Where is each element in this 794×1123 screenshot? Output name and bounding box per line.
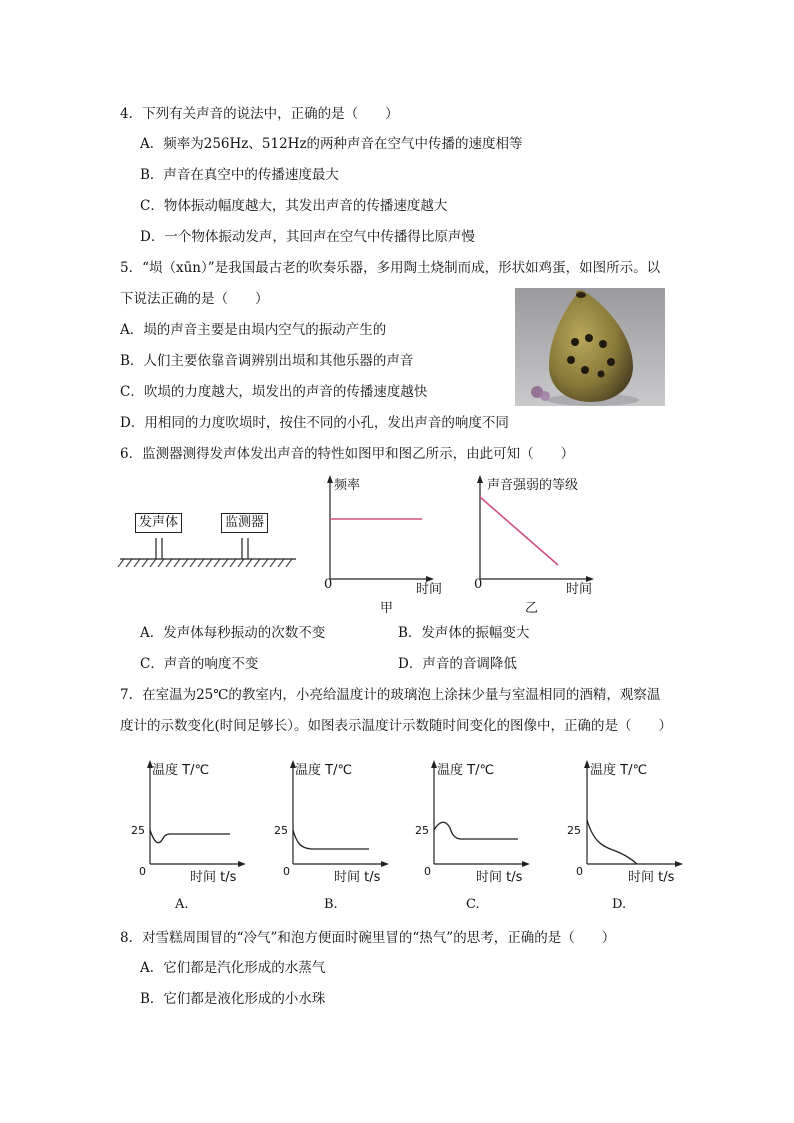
q4-option-c: C．物体振动幅度越大，其发出声音的传播速度越大 bbox=[140, 198, 448, 214]
q6-jia-ylabel: 频率 bbox=[334, 478, 361, 493]
q7-a-caption: A. bbox=[175, 897, 189, 912]
q6-jia-origin: 0 bbox=[324, 577, 333, 592]
loudness-line bbox=[480, 497, 558, 565]
q7-a-tick: 25 bbox=[131, 824, 145, 837]
q6-yi-xlabel: 时间 bbox=[566, 582, 593, 597]
q6-option-c: C．声音的响度不变 bbox=[140, 656, 259, 672]
q7-c-xlabel: 时间 t/s bbox=[476, 870, 523, 885]
q8-stem: 8．对雪糕周围冒的“冷气”和泡方便面时碗里冒的“热气”的思考，正确的是（ ） bbox=[120, 930, 616, 946]
q6-stem: 6．监测器测得发声体发出声音的特性如图甲和图乙所示，由此可知（ ） bbox=[120, 446, 575, 462]
q7-stem-line2: 度计的示数变化(时间足够长）。如图表示温度计示数随时间变化的图像中，正确的是（ ） bbox=[120, 718, 673, 734]
q7-c-origin: 0 bbox=[424, 865, 431, 878]
q7-c-caption: C. bbox=[466, 897, 480, 912]
q5-stem-line1: 5．“埙（xūn）”是我国最古老的吹奏乐器，多用陶土烧制而成，形状如鸡蛋，如图所示。以 bbox=[120, 260, 661, 276]
q5-option-c: C．吹埙的力度越大，埙发出的声音的传播速度越快 bbox=[120, 384, 428, 400]
q7-c-tick: 25 bbox=[415, 824, 429, 837]
q7-a-xlabel: 时间 t/s bbox=[190, 870, 237, 885]
q7-d-caption: D. bbox=[612, 897, 627, 912]
q4-stem: 4．下列有关声音的说法中，正确的是（ ） bbox=[120, 106, 399, 122]
sound-source-box: 发声体 bbox=[135, 513, 182, 533]
temp-curve-b bbox=[293, 830, 369, 849]
q5-stem-line2: 下说法正确的是（ ） bbox=[120, 291, 269, 307]
q6-jia-caption: 甲 bbox=[380, 601, 394, 616]
q7-d-tick: 25 bbox=[567, 824, 581, 837]
q7-a-origin: 0 bbox=[139, 865, 146, 878]
q7-d-xlabel: 时间 t/s bbox=[628, 870, 675, 885]
temp-curve-a bbox=[150, 830, 230, 843]
q8-option-a: A．它们都是汽化形成的水蒸气 bbox=[140, 960, 326, 976]
temp-curve-c bbox=[434, 822, 518, 839]
q4-option-d: D．一个物体振动发声，其回声在空气中传播得比原声慢 bbox=[140, 229, 475, 245]
temp-curve-d bbox=[587, 820, 637, 864]
q6-yi-caption: 乙 bbox=[525, 601, 539, 616]
q7-c-ylabel: 温度 T/℃ bbox=[437, 763, 495, 778]
q5-option-a: A．埙的声音主要是由埙内空气的振动产生的 bbox=[120, 322, 387, 338]
q6-option-d: D．声音的音调降低 bbox=[398, 656, 517, 672]
q7-stem-line1: 7．在室温为25℃的教室内，小亮给温度计的玻璃泡上涂抹少量与室温相同的酒精，观察温 bbox=[120, 687, 661, 703]
q4-option-a: A．频率为256Hz、512Hz的两种声音在空气中传播的速度相等 bbox=[140, 136, 523, 152]
xun-instrument-image bbox=[515, 288, 665, 406]
q7-d-ylabel: 温度 T/℃ bbox=[590, 763, 648, 778]
q6-option-a: A．发声体每秒振动的次数不变 bbox=[140, 625, 326, 641]
q7-a-ylabel: 温度 T/℃ bbox=[152, 763, 210, 778]
q6-jia-xlabel: 时间 bbox=[416, 582, 443, 597]
q8-option-b: B．它们都是液化形成的小水珠 bbox=[140, 991, 326, 1007]
q7-b-caption: B. bbox=[324, 897, 338, 912]
q7-b-tick: 25 bbox=[274, 824, 288, 837]
q5-option-b: B．人们主要依靠音调辨别出埙和其他乐器的声音 bbox=[120, 353, 414, 369]
q4-option-b: B．声音在真空中的传播速度最大 bbox=[140, 167, 339, 183]
q6-yi-origin: 0 bbox=[474, 577, 483, 592]
q6-yi-ylabel: 声音强弱的等级 bbox=[487, 478, 579, 493]
monitor-box: 监测器 bbox=[221, 513, 268, 533]
q5-option-d: D．用相同的力度吹埙时，按住不同的小孔，发出声音的响度不同 bbox=[120, 415, 509, 431]
q7-b-origin: 0 bbox=[283, 865, 290, 878]
q6-option-b: B．发声体的振幅变大 bbox=[398, 625, 530, 641]
xun-photo bbox=[515, 288, 665, 406]
q7-b-ylabel: 温度 T/℃ bbox=[295, 763, 353, 778]
q7-d-origin: 0 bbox=[576, 865, 583, 878]
q7-b-xlabel: 时间 t/s bbox=[334, 870, 381, 885]
